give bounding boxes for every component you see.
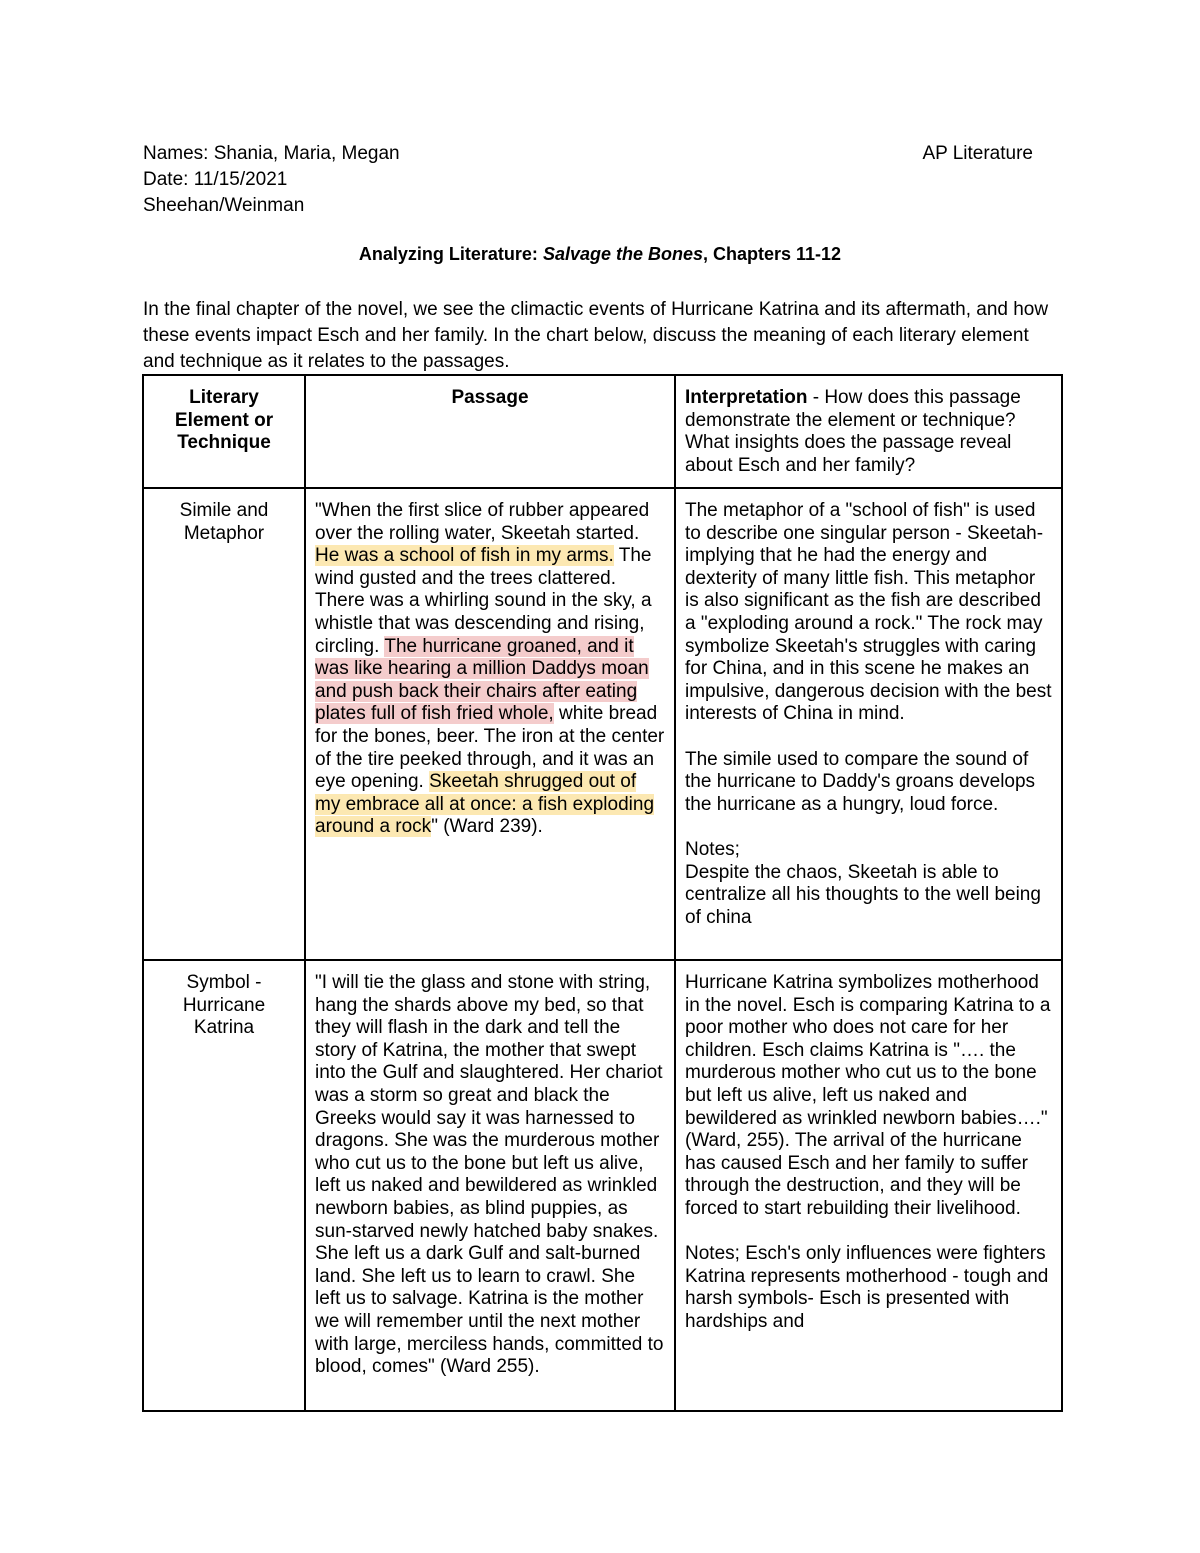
table-row xyxy=(143,488,1062,960)
title-suffix: , Chapters 11-12 xyxy=(703,244,842,264)
table-header-row xyxy=(143,375,1062,488)
interpretation-paragraph: The metaphor of a "school of fish" is used to describe one singular person - Skeetah- implying that he had the energy and dexterity of many little fish. This metaphor is also significant as the fish are described a "exploding around a rock." The rock may symbolize Skeetah's struggles with caring for China, and in this scene he makes an impulsive, dangerous decision with the best interests of China in mind. xyxy=(685,500,1052,725)
course-label: AP Literature xyxy=(922,143,1033,164)
row1-passage-text: The wind gusted and the trees clattered. There was a whirling sound in the sky, a whistle that was descending and rising, circling. xyxy=(315,545,652,657)
date-line: Date: 11/15/2021 xyxy=(143,169,288,190)
row1-passage-text: " (Ward 239). xyxy=(431,816,543,838)
table-row xyxy=(143,960,1062,1411)
row1-interpretation xyxy=(675,488,1062,960)
highlight-yellow: He was a school of fish in my arms. xyxy=(315,545,614,567)
document-header xyxy=(143,141,1033,219)
header-interpretation-bold: Interpretation xyxy=(685,387,808,408)
header-interpretation-rest: - How does this passage demonstrate the element or technique? What insights does the passage reveal about Esch and her family? xyxy=(685,387,1021,476)
row1-passage xyxy=(305,488,675,960)
header-element: Literary Element or Technique xyxy=(143,375,305,488)
row1-passage-text: white bread for the bones, beer. The iron at the center of the tire peeked through, and it was an eye opening. xyxy=(315,703,665,793)
names-line: Names: Shania, Maria, Megan xyxy=(143,143,400,164)
row2-passage: "I will tie the glass and stone with string, hang the shards above my bed, so that they will flash in the dark and tell the story of Katrina, the mother that swept into the Gulf and slaughtered. Her chariot was a storm so great and black the Greeks would say it was harnessed to dragons. She was the murderous mother who cut us to the bone but left us alive, left us naked and bewildered as wrinkled newborn babies, as blind puppies, as sun-starved newly hatched baby snakes. She left us a dark Gulf and salt-burned land. She left us to learn to crawl. She left us to salvage. Katrina is the mother we will remember until the next mother with large, merciless hands, committed to blood, comes" (Ward 255). xyxy=(305,960,675,1411)
notes-text: Despite the chaos, Skeetah is able to centralize all his thoughts to the well being of china xyxy=(685,861,1041,928)
row2-element: Symbol - Hurricane Katrina xyxy=(143,960,305,1411)
notes-label: Notes; xyxy=(685,838,740,860)
header-passage: Passage xyxy=(305,375,675,488)
highlight-yellow: Skeetah shrugged out of my embrace all at once: a fish exploding around a rock xyxy=(315,771,655,838)
row1-passage-text: "When the first slice of rubber appeared over the rolling water, Skeetah started. xyxy=(315,500,650,544)
header-interpretation xyxy=(675,375,1062,488)
intro-paragraph: In the final chapter of the novel, we see the climactic events of Hurricane Katrina and its aftermath, and how these events impact Esch and her family. In the chart below, discuss the meaning of each literary element and technique as it relates to the passages. xyxy=(143,299,1049,372)
title-prefix: Analyzing Literature: xyxy=(358,244,543,264)
notes-text: Notes; Esch's only influences were fighters xyxy=(685,1243,1046,1265)
analysis-table xyxy=(142,374,1063,1412)
interpretation-paragraph: Hurricane Katrina symbolizes motherhood in the novel. Esch is comparing Katrina to a poor mother who does not care for her children. Esch claims Katrina is "…. the murderous mother who cut us to the bone but left us alive, left us naked and bewildered as wrinkled newborn babies…." (Ward, 255). The arrival of the hurricane has caused Esch and her family to suffer through the destruction, and they will be forced to start rebuilding their livelihood. xyxy=(685,972,1051,1219)
teachers-line: Sheehan/Weinman xyxy=(143,195,305,216)
highlight-red: The hurricane groaned, and it was like hearing a million Daddys moan and push back their chairs after eating plates full of fish fried whole, xyxy=(315,635,649,725)
row2-interpretation xyxy=(675,960,1062,1411)
notes-text: Katrina represents motherhood - tough and harsh symbols- Esch is presented with hardships and xyxy=(685,1265,1049,1332)
title-book: Salvage the Bones xyxy=(542,244,703,264)
page-title xyxy=(0,244,1200,265)
interpretation-paragraph: The simile used to compare the sound of the hurricane to Daddy's groans develops the hurricane as a hungry, loud force. xyxy=(685,748,1036,815)
row1-element: Simile and Metaphor xyxy=(143,488,305,960)
